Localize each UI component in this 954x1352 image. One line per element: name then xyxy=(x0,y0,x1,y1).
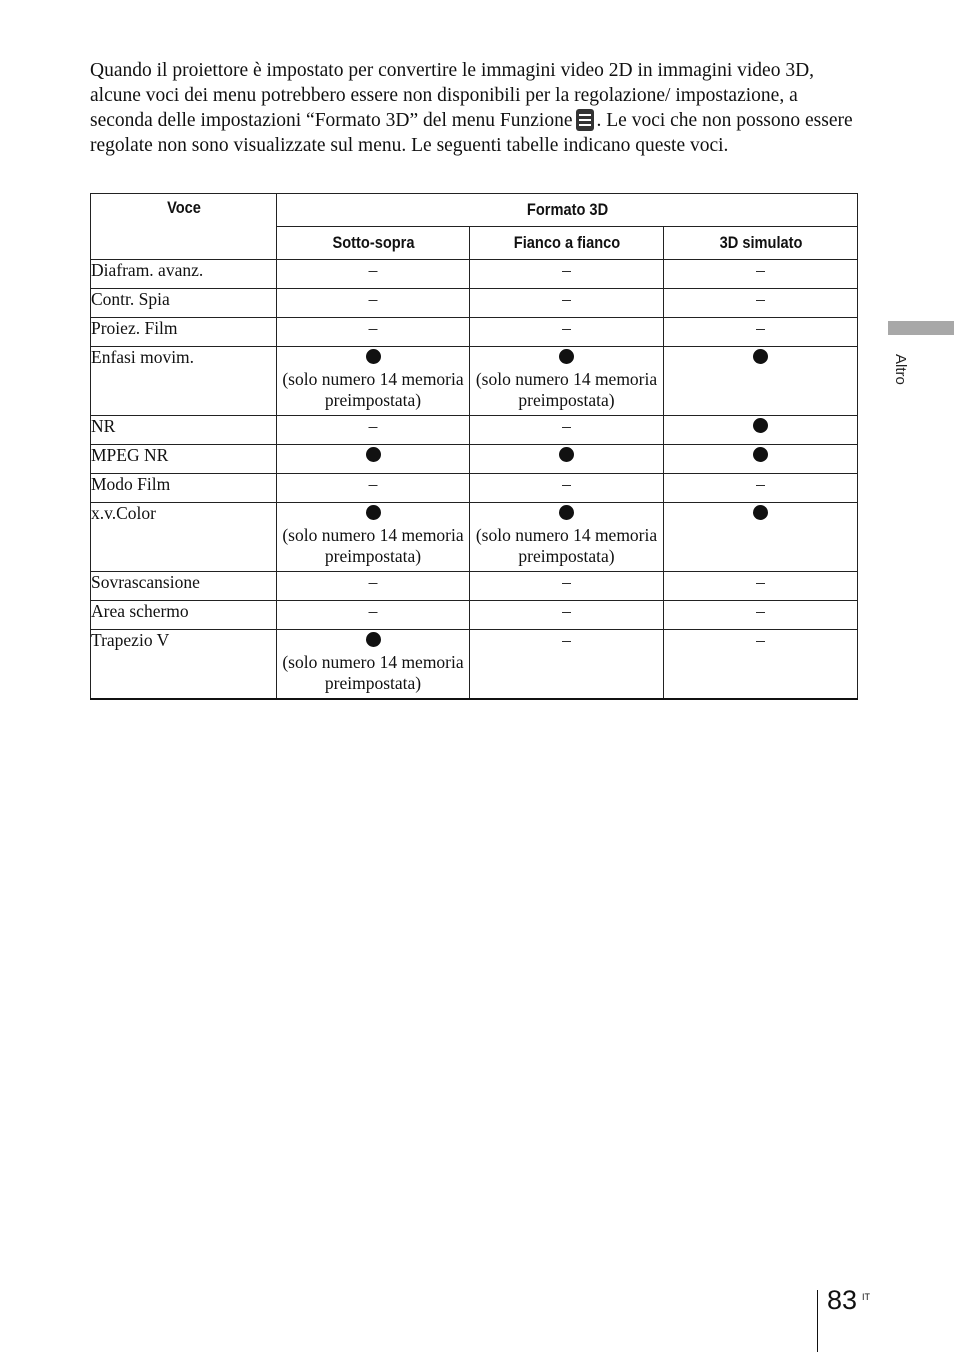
row-cell xyxy=(277,416,470,445)
available-dot-icon xyxy=(366,632,381,647)
unavailable-dash: – xyxy=(562,474,571,494)
row-cell xyxy=(470,630,664,700)
row-cell xyxy=(470,503,664,572)
unavailable-dash: – xyxy=(756,601,765,621)
unavailable-dash: – xyxy=(756,474,765,494)
row-cell xyxy=(664,474,858,503)
row-cell xyxy=(664,260,858,289)
row-cell xyxy=(277,474,470,503)
available-dot-icon xyxy=(753,447,768,462)
row-cell xyxy=(664,318,858,347)
table-row xyxy=(91,289,858,318)
unavailable-dash: – xyxy=(756,289,765,309)
unavailable-dash: – xyxy=(368,474,378,494)
row-cell xyxy=(664,630,858,700)
row-cell xyxy=(664,601,858,630)
page-language: IT xyxy=(862,1292,870,1302)
row-voce: Trapezio V xyxy=(91,630,277,700)
unavailable-dash: – xyxy=(756,572,765,592)
row-cell xyxy=(277,318,470,347)
available-dot-icon xyxy=(753,505,768,520)
unavailable-dash: – xyxy=(756,318,765,338)
row-voce: Sovrascansione xyxy=(91,572,277,601)
intro-text-after: . Le voci che non possono essere regolate non sono visualizzate sul menu. Le seguenti tabelle indicano queste voci. xyxy=(90,110,853,156)
unavailable-dash: – xyxy=(368,601,378,621)
available-dot-icon xyxy=(366,505,381,520)
unavailable-dash: – xyxy=(756,630,765,650)
row-cell xyxy=(277,347,470,416)
row-cell xyxy=(277,445,470,474)
row-voce: Area schermo xyxy=(91,601,277,630)
row-cell xyxy=(277,601,470,630)
unavailable-dash: – xyxy=(562,260,571,280)
row-cell xyxy=(277,503,470,572)
table-row xyxy=(91,572,858,601)
row-cell xyxy=(664,416,858,445)
page-number: 83 xyxy=(827,1285,858,1315)
row-cell xyxy=(277,289,470,318)
available-dot-icon xyxy=(366,349,381,364)
row-voce: Contr. Spia xyxy=(91,289,277,318)
intro-text-before: Quando il proiettore è impostato per convertire le immagini video 2D in immagini video 3D, alcune voci dei menu potrebbero essere non disponibili per la regolazione/ impostazione, a seconda delle impostazioni “Formato 3D” del menu Funzione xyxy=(90,60,815,131)
header-3d-simulato: 3D simulato xyxy=(677,227,844,260)
row-cell xyxy=(664,445,858,474)
row-cell xyxy=(664,503,858,572)
side-tab-label: Altro xyxy=(892,354,909,385)
table-row xyxy=(91,347,858,416)
header-formato-3d: Formato 3D xyxy=(317,194,817,227)
row-cell xyxy=(470,445,664,474)
header-sotto-sopra: Sotto-sopra xyxy=(290,227,456,260)
unavailable-dash: – xyxy=(562,572,571,592)
row-cell xyxy=(470,347,664,416)
row-cell xyxy=(470,416,664,445)
table-row xyxy=(91,630,858,700)
row-cell xyxy=(277,572,470,601)
available-dot-icon xyxy=(559,505,574,520)
row-voce: MPEG NR xyxy=(91,445,277,474)
row-cell xyxy=(470,260,664,289)
unavailable-dash: – xyxy=(562,630,571,650)
table-row xyxy=(91,601,858,630)
row-voce: Proiez. Film xyxy=(91,318,277,347)
row-cell xyxy=(470,601,664,630)
row-cell xyxy=(664,572,858,601)
table-row xyxy=(91,260,858,289)
cell-note: (solo numero 14 memoria preimpostata) xyxy=(282,525,464,566)
unavailable-dash: – xyxy=(562,416,571,436)
available-dot-icon xyxy=(366,447,381,462)
cell-note: (solo numero 14 memoria preimpostata) xyxy=(282,652,464,693)
side-tab-bar xyxy=(888,321,954,335)
available-dot-icon xyxy=(753,418,768,433)
available-dot-icon xyxy=(559,349,574,364)
cell-note: (solo numero 14 memoria preimpostata) xyxy=(282,369,464,410)
row-cell xyxy=(470,289,664,318)
unavailable-dash: – xyxy=(368,572,378,592)
row-voce: x.v.Color xyxy=(91,503,277,572)
available-dot-icon xyxy=(753,349,768,364)
row-cell xyxy=(470,474,664,503)
unavailable-dash: – xyxy=(562,289,571,309)
row-cell xyxy=(664,347,858,416)
cell-note: (solo numero 14 memoria preimpostata) xyxy=(475,369,658,410)
header-fianco-a-fianco: Fianco a fianco xyxy=(483,227,650,260)
unavailable-dash: – xyxy=(562,601,571,621)
menu-availability-table xyxy=(90,193,858,700)
cell-note: (solo numero 14 memoria preimpostata) xyxy=(475,525,658,566)
page-number-rule xyxy=(817,1290,818,1352)
table-body xyxy=(91,260,858,700)
unavailable-dash: – xyxy=(562,318,571,338)
row-voce: NR xyxy=(91,416,277,445)
header-voce: Voce xyxy=(104,194,264,260)
unavailable-dash: – xyxy=(368,289,378,309)
row-voce: Modo Film xyxy=(91,474,277,503)
row-voce: Diafram. avanz. xyxy=(91,260,277,289)
unavailable-dash: – xyxy=(756,260,765,280)
table-row xyxy=(91,445,858,474)
unavailable-dash: – xyxy=(368,260,378,280)
available-dot-icon xyxy=(559,447,574,462)
row-cell xyxy=(470,318,664,347)
intro-paragraph xyxy=(90,58,860,158)
row-voce: Enfasi movim. xyxy=(91,347,277,416)
table-row xyxy=(91,503,858,572)
row-cell xyxy=(470,572,664,601)
row-cell xyxy=(277,260,470,289)
table-row xyxy=(91,318,858,347)
unavailable-dash: – xyxy=(368,318,378,338)
unavailable-dash: – xyxy=(368,416,378,436)
row-cell xyxy=(664,289,858,318)
row-cell xyxy=(277,630,470,700)
table-row xyxy=(91,416,858,445)
function-menu-icon xyxy=(576,109,594,131)
table-row xyxy=(91,474,858,503)
